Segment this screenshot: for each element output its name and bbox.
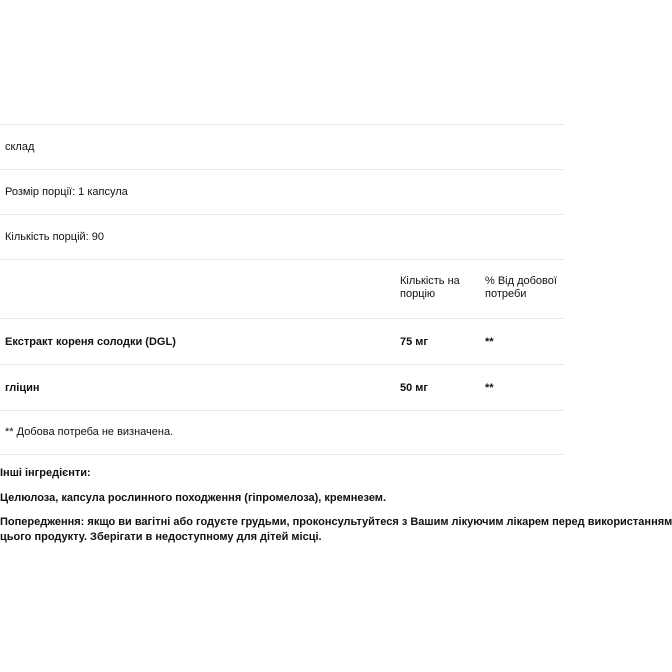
servings-per-container: Кількість порцій: 90 — [5, 231, 105, 243]
footnote-row — [0, 410, 564, 455]
dv-header-line: потреби — [485, 288, 527, 300]
ingredient-row — [0, 364, 564, 410]
ingredient-amount: 75 мг — [400, 336, 429, 348]
servings-row — [0, 214, 564, 259]
other-ingredients-text: Целюлоза, капсула рослинного походження (гіпромелоза), кремнезем. — [0, 492, 386, 504]
warning-line: цього продукту. Зберігати в недоступному для дітей місці. — [0, 531, 322, 543]
ingredient-amount: 50 мг — [400, 382, 429, 394]
ingredient-daily-value: ** — [485, 336, 494, 348]
warning-text — [0, 515, 672, 545]
ingredient-daily-value: ** — [485, 382, 494, 394]
supplement-facts-table — [0, 124, 564, 455]
amount-column-header — [400, 275, 475, 301]
ingredient-name: гліцин — [5, 382, 40, 394]
ingredient-name: Екстракт кореня солодки (DGL) — [5, 336, 176, 348]
dv-header-line: % Від добової — [485, 275, 557, 287]
daily-value-column-header — [485, 275, 565, 301]
serving-size: Розмір порції: 1 капсула — [5, 186, 128, 198]
warning-line: Попередження: якщо ви вагітні або годуєте грудьми, проконсультуйтеся з Вашим лікуючим лікарем перед використанням — [0, 516, 672, 528]
amount-header-line: Кількість на — [400, 275, 460, 287]
serving-size-row — [0, 169, 564, 214]
footnote: ** Добова потреба не визначена. — [5, 426, 174, 438]
amount-header-line: порцію — [400, 288, 436, 300]
ingredient-row — [0, 318, 564, 364]
column-header-row — [0, 259, 564, 318]
facts-heading: склад — [5, 141, 35, 153]
other-ingredients-title: Інші інгредієнти: — [0, 467, 91, 479]
facts-heading-row — [0, 124, 564, 169]
